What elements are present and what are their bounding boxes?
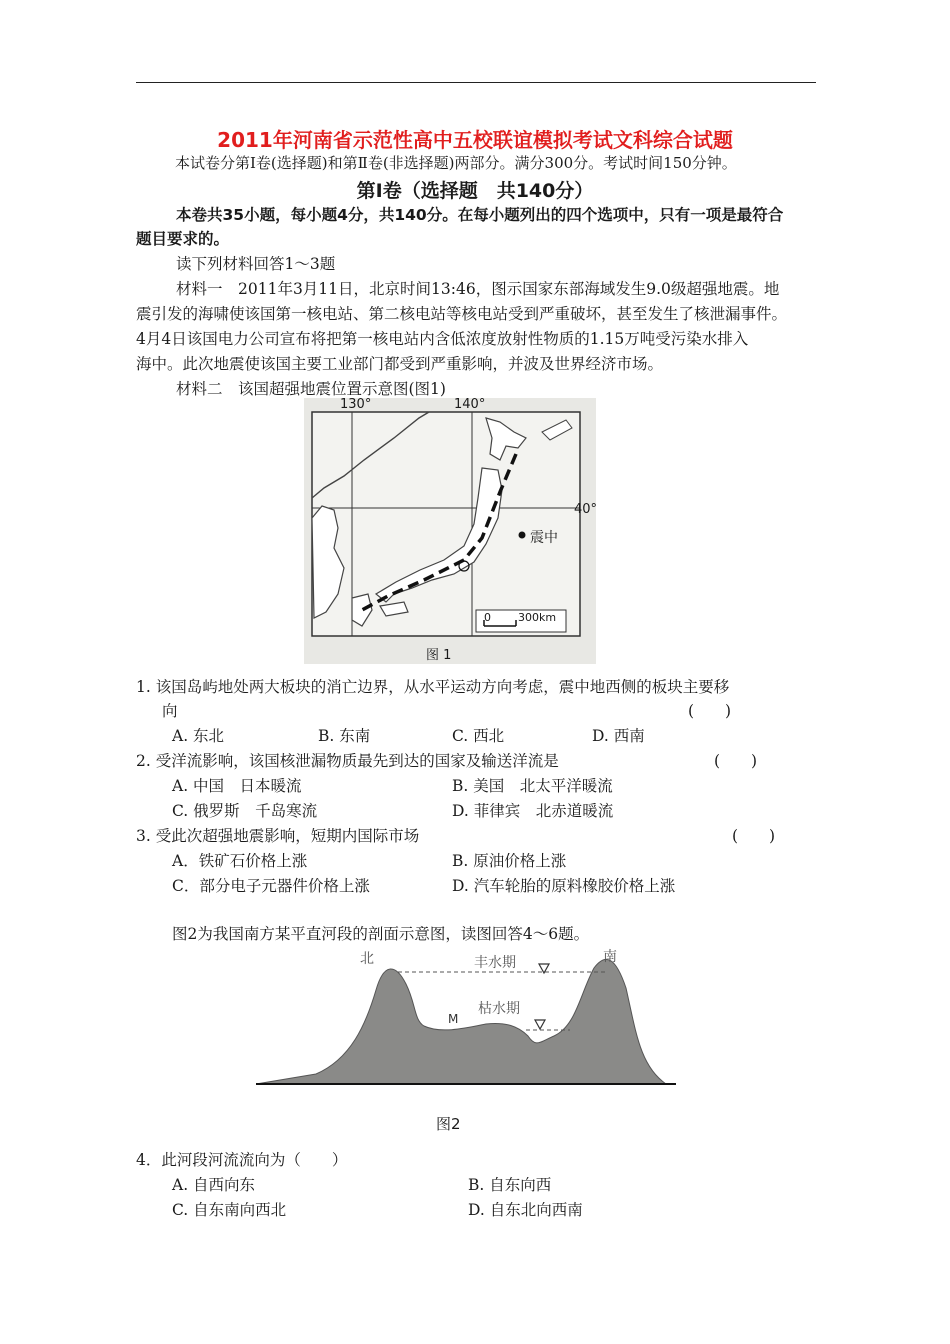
dry-season-label: 枯水期 bbox=[478, 1001, 520, 1017]
epicenter-dot bbox=[519, 532, 526, 539]
point-m-label: M bbox=[448, 1012, 459, 1026]
material1-line1: 材料一 2011年3月11日，北京时间13:46，图示国家东部海域发生9.0级超强地震。地 bbox=[176, 280, 780, 298]
section-heading: 第Ⅰ卷（选择题 共140分） bbox=[356, 180, 594, 202]
instructions-line1: 本卷共35小题，每小题4分，共140分。在每小题列出的四个选项中，只有一项是最符合 bbox=[176, 206, 784, 224]
dry-level-marker bbox=[535, 1020, 545, 1029]
lon-130-label: 130° bbox=[340, 397, 372, 412]
q1-answer-blank: ( ) bbox=[688, 702, 732, 720]
q2-option-b: B. 美国 北太平洋暖流 bbox=[452, 777, 613, 795]
epicenter-label: 震中 bbox=[530, 530, 558, 546]
q1-option-a: A. 东北 bbox=[172, 727, 225, 745]
lat-40-label: 40° bbox=[574, 502, 598, 517]
q1-option-d: D. 西南 bbox=[592, 727, 645, 745]
q1-option-b: B. 东南 bbox=[318, 727, 371, 745]
material2-line: 材料二 该国超强地震位置示意图(图1) bbox=[176, 380, 446, 398]
figure2-profile bbox=[256, 944, 676, 1094]
river-profile-svg bbox=[256, 944, 676, 1094]
scale-label: 300km bbox=[518, 611, 557, 624]
q3-option-b: B. 原油价格上涨 bbox=[452, 852, 567, 870]
riverbed-shape bbox=[256, 959, 666, 1084]
material1-line3: 4月4日该国电力公司宣布将把第一核电站内含低浓度放射性物质的1.15万吨受污染水排入 bbox=[136, 330, 749, 348]
q3-option-d: D. 汽车轮胎的原料橡胶价格上涨 bbox=[452, 877, 676, 895]
q1-option-c: C. 西北 bbox=[452, 727, 505, 745]
exam-title: 2011年河南省示范性高中五校联谊模拟考试文科综合试题 bbox=[217, 128, 733, 152]
flood-season-label: 丰水期 bbox=[474, 955, 516, 971]
figure1-map bbox=[304, 398, 596, 664]
q3-answer-blank: ( ) bbox=[732, 827, 776, 845]
material1-line2: 震引发的海啸使该国第一核电站、第二核电站等核电站受到严重破坏，甚至发生了核泄漏事件。 bbox=[136, 305, 788, 323]
q1-line1: 1. 该国岛屿地处两大板块的消亡边界，从水平运动方向考虑，震中地西侧的板块主要移 bbox=[136, 678, 730, 696]
top-rule bbox=[136, 82, 816, 83]
q2-option-d: D. 菲律宾 北赤道暖流 bbox=[452, 802, 614, 820]
q3-option-a: A．铁矿石价格上涨 bbox=[172, 852, 308, 870]
exam-subtitle: 本试卷分第Ⅰ卷(选择题)和第Ⅱ卷(非选择题)两部分。满分300分。考试时间150分钟。 bbox=[175, 154, 737, 172]
scale-zero: 0 bbox=[484, 611, 491, 624]
instructions-line2: 题目要求的。 bbox=[136, 230, 230, 248]
q2-option-a: A. 中国 日本暖流 bbox=[172, 777, 302, 795]
q4-option-c: C. 自东南向西北 bbox=[172, 1201, 287, 1219]
q3-option-c: C．部分电子元器件价格上涨 bbox=[172, 877, 370, 895]
figure2-caption: 图2 bbox=[436, 1115, 461, 1133]
q2-answer-blank: ( ) bbox=[714, 752, 758, 770]
reading-intro: 读下列材料回答1～3题 bbox=[176, 255, 336, 273]
south-label: 南 bbox=[603, 949, 617, 965]
q2-option-c: C. 俄罗斯 千岛寒流 bbox=[172, 802, 318, 820]
q4-option-a: A. 自西向东 bbox=[172, 1176, 256, 1194]
q3-stem: 3. 受此次超强地震影响，短期内国际市场 bbox=[136, 827, 420, 845]
figure1-caption: 图 1 bbox=[426, 648, 452, 663]
q2-stem: 2. 受洋流影响，该国核泄漏物质最先到达的国家及输送洋流是 bbox=[136, 752, 559, 770]
q1-line2: 向 bbox=[162, 702, 178, 720]
q4-option-b: B. 自东向西 bbox=[468, 1176, 552, 1194]
q4-option-d: D. 自东北向西南 bbox=[468, 1201, 583, 1219]
north-label: 北 bbox=[360, 951, 374, 967]
lon-140-label: 140° bbox=[454, 397, 486, 412]
material1-line4: 海中。此次地震使该国主要工业部门都受到严重影响，并波及世界经济市场。 bbox=[136, 355, 664, 373]
q4-stem: 4．此河段河流流向为（ ） bbox=[136, 1151, 348, 1169]
figure2-intro: 图2为我国南方某平直河段的剖面示意图，读图回答4～6题。 bbox=[172, 925, 590, 943]
